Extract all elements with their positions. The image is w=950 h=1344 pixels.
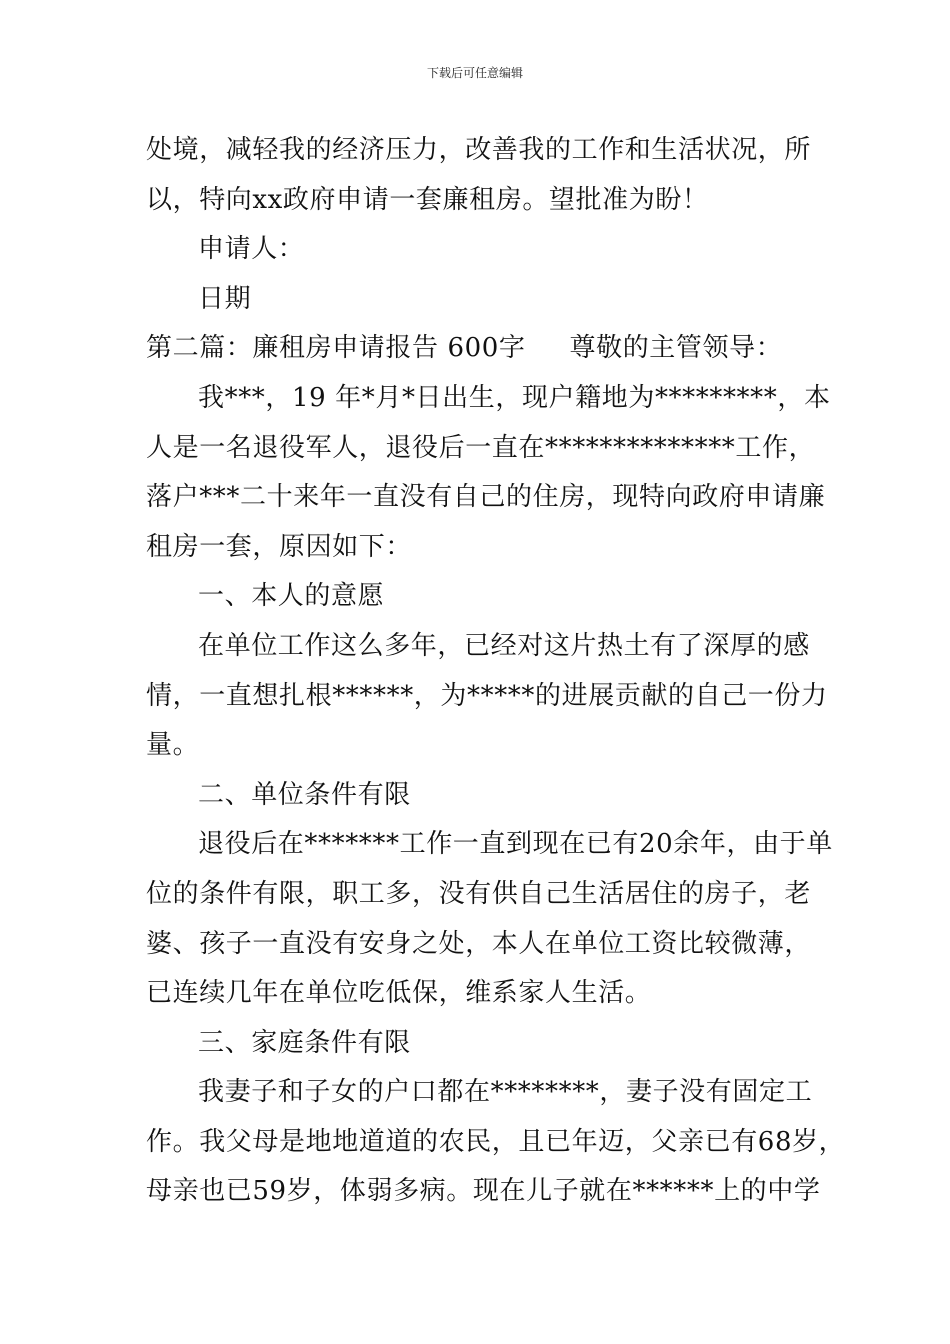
text-line: 已连续几年在单位吃低保，维系家人生活。 xyxy=(146,978,652,1009)
text-line: 我***，19 年*月*日出生，现户籍地为*********，本 xyxy=(198,382,831,413)
text-line: 情，一直想扎根******，为*****的进展贡献的自己一份力 xyxy=(146,680,828,711)
text-line: 在单位工作这么多年，已经对这片热土有了深厚的感 xyxy=(198,630,810,661)
text-line: 以，特向xx政府申请一套廉租房。望批准为盼！ xyxy=(146,184,709,215)
section-title: 第二篇：廉租房申请报告 600字 xyxy=(146,333,526,364)
text-line: 我妻子和子女的户口都在********，妻子没有固定工 xyxy=(198,1077,813,1108)
text-line: 母亲也已59岁，体弱多病。现在儿子就在******上的中学 xyxy=(146,1176,821,1207)
text-line: 婆、孩子一直没有安身之处，本人在单位工资比较微薄， xyxy=(146,928,812,959)
applicant-label: 申请人： xyxy=(198,234,305,265)
text-line: 位的条件有限，职工多，没有供自己生活居住的房子，老 xyxy=(146,878,812,909)
document-body xyxy=(146,126,846,1217)
salutation: 尊敬的主管领导： xyxy=(569,333,783,364)
text-line: 人是一名退役军人，退役后一直在**************工作， xyxy=(146,432,816,463)
subheading: 一、本人的意愿 xyxy=(198,581,385,612)
subheading: 二、单位条件有限 xyxy=(198,779,411,810)
text-line: 退役后在*******工作一直到现在已有20余年，由于单 xyxy=(198,829,833,860)
subheading: 三、家庭条件有限 xyxy=(198,1027,411,1058)
text-line: 落户***二十来年一直没有自己的住房，现特向政府申请廉 xyxy=(146,482,826,513)
text-line: 作。我父母是地地道道的农民，且已年迈，父亲已有68岁， xyxy=(146,1126,846,1157)
section-heading-line xyxy=(146,324,826,374)
date-label: 日期 xyxy=(198,283,252,314)
text-line: 处境，减轻我的经济压力，改善我的工作和生活状况，所 xyxy=(146,135,812,165)
text-line: 租房一套，原因如下： xyxy=(146,531,413,562)
text-line: 量。 xyxy=(146,730,200,761)
page-header-note: 下载后可任意编辑 xyxy=(426,66,523,80)
